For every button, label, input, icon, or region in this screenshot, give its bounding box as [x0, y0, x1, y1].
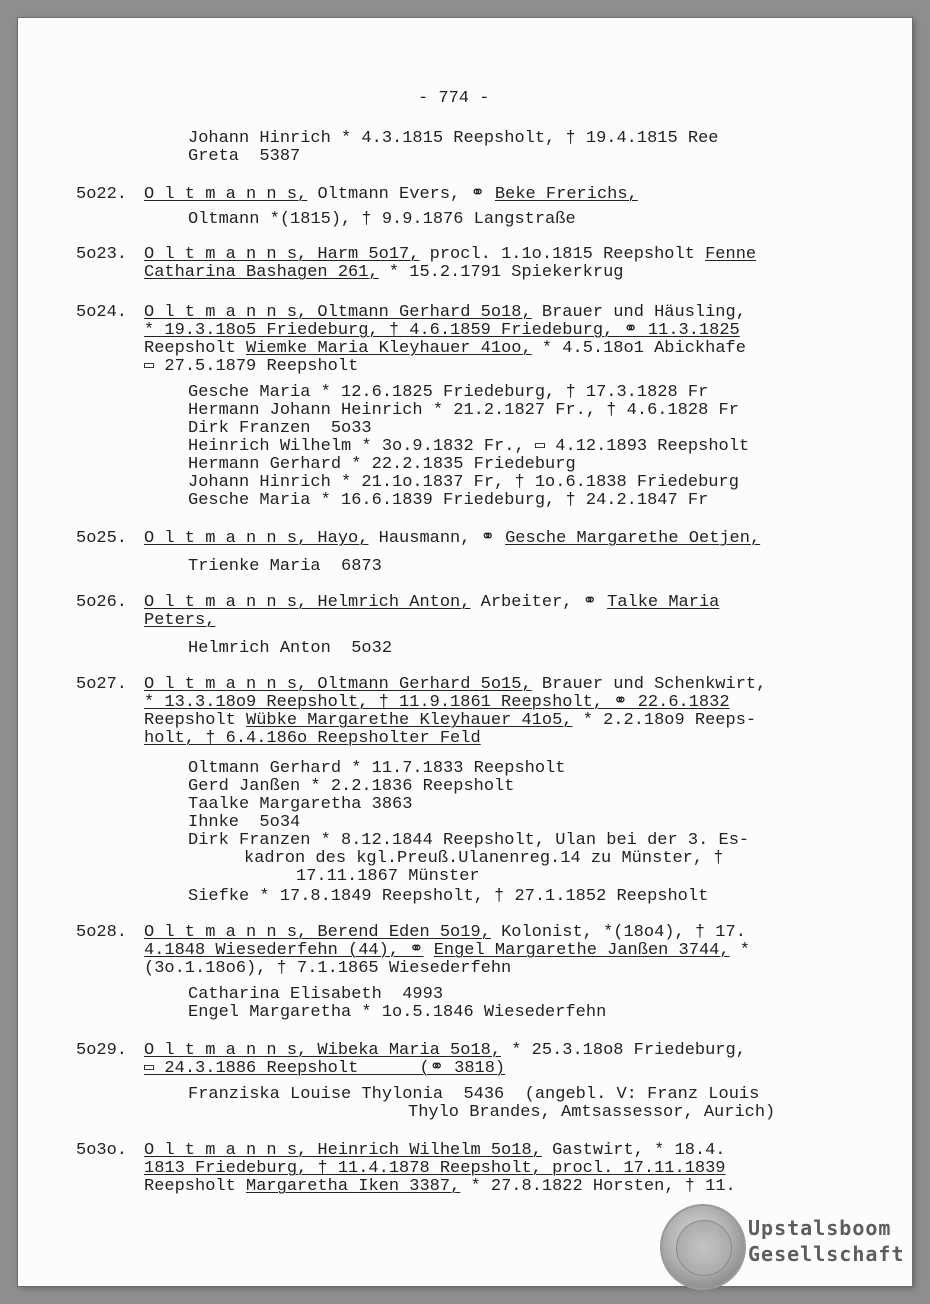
text-segment: Engel Margaretha * 1o.5.1846 Wiesederfehn: [188, 1003, 607, 1022]
entry-text-line: [144, 712, 756, 730]
underlined-text: * 13.3.18o9 Reepsholt, † 11.9.1861 Reepsholt, ⚭ 22.6.1832: [144, 693, 730, 712]
entry-number: 5o24.: [76, 303, 128, 322]
underlined-text: 4.1848 Wiesederfehn (44), ⚭: [144, 941, 424, 960]
text-segment: procl. 1.1o.1815 Reepsholt: [429, 245, 695, 264]
entry-text-line: [188, 384, 708, 402]
entry-text-line: [144, 1160, 726, 1178]
underlined-text: O l t m a n n s, Wibeka Maria 5o18,: [144, 1041, 502, 1060]
underlined-text: O l t m a n n s, Berend Eden 5o19,: [144, 923, 491, 942]
text-segment: Hermann Johann Heinrich * 21.2.1827 Fr., † 4.6.1828 Fr: [188, 401, 739, 420]
text-segment: ▭ 27.5.1879 Reepsholt: [144, 357, 359, 376]
text-segment: * 15.2.1791 Spiekerkrug: [388, 263, 624, 282]
underlined-text: O l t m a n n s, Hayo,: [144, 529, 369, 548]
text-segment: Gesche Maria * 16.6.1839 Friedeburg, † 24.2.1847 Fr: [188, 491, 709, 510]
entry-heading-line: [144, 186, 638, 204]
entry-heading-line: [144, 594, 719, 612]
text-segment: Taalke Margaretha 3863: [188, 795, 413, 814]
underlined-text: Talke Maria: [607, 593, 720, 612]
entry-number: 5o25.: [76, 529, 128, 548]
underlined-text: Catharina Bashagen 261,: [144, 263, 379, 282]
underlined-text: Margaretha Iken 3387,: [246, 1177, 461, 1196]
text-segment: Catharina Elisabeth 4993: [188, 985, 444, 1004]
underlined-text: O l t m a n n s, Heinrich Wilhelm 5o18,: [144, 1141, 542, 1160]
entry-heading-line: [144, 530, 760, 548]
entry-heading-line: [144, 246, 756, 264]
text-segment: Reepsholt: [144, 339, 236, 358]
entry-number: 5o22.: [76, 185, 128, 204]
entry-number: 5o23.: [76, 245, 128, 264]
underlined-text: O l t m a n n s, Oltmann Gerhard 5o15,: [144, 675, 532, 694]
entry-text-line: [188, 640, 392, 658]
entry-text-line: [188, 814, 300, 832]
text-segment: Hausmann, ⚭: [378, 529, 495, 548]
entry-text-line: [296, 868, 480, 886]
text-segment: Oltmann *(1815), † 9.9.1876 Langstraße: [188, 210, 576, 229]
text-segment: Ihnke 5o34: [188, 813, 301, 832]
text-segment: * 4.5.18o1 Abickhafe: [541, 339, 746, 358]
entry-text-line: [144, 1178, 736, 1196]
entry-text-line: [188, 456, 576, 474]
entry-text-line: [188, 438, 749, 456]
text-segment: Hermann Gerhard * 22.2.1835 Friedeburg: [188, 455, 576, 474]
text-segment: Johann Hinrich * 4.3.1815 Reepsholt, † 19.4.1815 Ree: [188, 129, 719, 148]
entry-heading-line: [144, 304, 746, 322]
text-segment: *: [739, 941, 750, 960]
entry-text-line: [144, 942, 750, 960]
underlined-text: Peters,: [144, 611, 216, 630]
text-segment: Gesche Maria * 12.6.1825 Friedeburg, † 17.3.1828 Fr: [188, 383, 709, 402]
text-segment: Brauer und Häusling,: [541, 303, 746, 322]
entry-text-line: [144, 322, 740, 340]
society-seal-logo: [660, 1204, 746, 1290]
entry-text-line: [188, 1004, 606, 1022]
text-segment: Dirk Franzen 5o33: [188, 419, 372, 438]
text-segment: Greta 5387: [188, 147, 301, 166]
underlined-text: ▭ 24.3.1886 Reepsholt (⚭ 3818): [144, 1059, 506, 1078]
underlined-text: O l t m a n n s,: [144, 185, 308, 204]
text-segment: Thylo Brandes, Amtsassessor, Aurich): [408, 1103, 776, 1122]
text-segment: Franziska Louise Thylonia 5436 (angebl. V: Franz Louis: [188, 1085, 760, 1104]
entry-heading-line: [144, 1042, 746, 1060]
entry-number: 5o27.: [76, 675, 128, 694]
underlined-text: O l t m a n n s, Oltmann Gerhard 5o18,: [144, 303, 532, 322]
entry-text-line: [144, 612, 215, 630]
document-page: [18, 18, 912, 1286]
brand-line-1: Upstalsboom: [748, 1216, 892, 1240]
entry-text-line: [188, 211, 576, 229]
text-segment: Kolonist, *(18o4), † 17.: [501, 923, 746, 942]
text-segment: * 2.2.18o9 Reeps-: [582, 711, 757, 730]
entry-text-line: [244, 850, 723, 868]
text-segment: Reepsholt: [144, 1177, 236, 1196]
entry-text-line: [188, 402, 739, 420]
text-segment: Helmrich Anton 5o32: [188, 639, 393, 658]
underlined-text: O l t m a n n s, Harm 5o17,: [144, 245, 420, 264]
entry-text-line: [188, 492, 708, 510]
entry-number: 5o3o.: [76, 1141, 128, 1160]
entry-text-line: [188, 796, 412, 814]
text-segment: * 27.8.1822 Horsten, † 11.: [470, 1177, 736, 1196]
entry-text-line: [188, 1086, 759, 1104]
text-segment: Arbeiter, ⚭: [480, 593, 597, 612]
underlined-text: holt, † 6.4.186o Reepsholter Feld: [144, 729, 481, 748]
underlined-text: Engel Margarethe Janßen 3744,: [433, 941, 730, 960]
entry-text-line: [188, 558, 382, 576]
text-segment: Siefke * 17.8.1849 Reepsholt, † 27.1.1852 Reepsholt: [188, 887, 709, 906]
text-segment: Reepsholt: [144, 711, 236, 730]
text-segment: Heinrich Wilhelm * 3o.9.1832 Fr., ▭ 4.12.1893 Reepsholt: [188, 437, 750, 456]
entry-text-line: [188, 760, 565, 778]
underlined-text: Wübke Margarethe Kleyhauer 41o5,: [246, 711, 573, 730]
entry-heading-line: [144, 676, 766, 694]
entry-text-line: [188, 130, 719, 148]
entry-text-line: [144, 264, 623, 282]
text-segment: Gastwirt, * 18.4.: [552, 1141, 726, 1160]
text-segment: Dirk Franzen * 8.12.1844 Reepsholt, Ulan bei der 3. Es-: [188, 831, 750, 850]
page-number: - 774 -: [418, 89, 490, 108]
brand-line-2: Gesellschaft: [748, 1242, 905, 1266]
entry-text-line: [408, 1104, 775, 1122]
entry-text-line: [144, 730, 481, 748]
entry-text-line: [144, 340, 746, 358]
entry-text-line: [188, 148, 300, 166]
entry-number: 5o29.: [76, 1041, 128, 1060]
underlined-text: * 19.3.18o5 Friedeburg, † 4.6.1859 Friedeburg, ⚭ 11.3.1825: [144, 321, 740, 340]
text-segment: Oltmann Gerhard * 11.7.1833 Reepsholt: [188, 759, 566, 778]
entry-text-line: [144, 960, 511, 978]
text-segment: Oltmann Evers,: [317, 185, 461, 204]
text-segment: * 25.3.18o8 Friedeburg,: [511, 1041, 746, 1060]
entry-text-line: [188, 474, 739, 492]
text-segment: kadron des kgl.Preuß.Ulanenreg.14 zu Münster, †: [244, 849, 724, 868]
entry-text-line: [188, 420, 372, 438]
underlined-text: O l t m a n n s, Helmrich Anton,: [144, 593, 471, 612]
entry-heading-line: [144, 1142, 726, 1160]
text-segment: Gerd Janßen * 2.2.1836 Reepsholt: [188, 777, 515, 796]
text-segment: ⚭: [470, 185, 485, 204]
entry-text-line: [144, 1060, 505, 1078]
underlined-text: Beke Frerichs,: [494, 185, 638, 204]
text-segment: 17.11.1867 Münster: [296, 867, 480, 886]
underlined-text: Gesche Margarethe Oetjen,: [505, 529, 761, 548]
entry-text-line: [188, 986, 443, 1004]
underlined-text: Wiemke Maria Kleyhauer 41oo,: [246, 339, 532, 358]
underlined-text: Fenne: [705, 245, 757, 264]
entry-text-line: [188, 888, 708, 906]
entry-heading-line: [144, 924, 746, 942]
entry-number: 5o26.: [76, 593, 128, 612]
text-segment: (3o.1.18o6), † 7.1.1865 Wiesederfehn: [144, 959, 512, 978]
entry-text-line: [144, 694, 730, 712]
entry-number: 5o28.: [76, 923, 128, 942]
entry-text-line: [188, 778, 514, 796]
text-segment: Brauer und Schenkwirt,: [541, 675, 767, 694]
text-segment: Johann Hinrich * 21.1o.1837 Fr, † 1o.6.1838 Friedeburg: [188, 473, 739, 492]
entry-text-line: [144, 358, 358, 376]
underlined-text: 1813 Friedeburg, † 11.4.1878 Reepsholt, procl. 17.11.1839: [144, 1159, 726, 1178]
entry-text-line: [188, 832, 749, 850]
text-segment: Trienke Maria 6873: [188, 557, 382, 576]
